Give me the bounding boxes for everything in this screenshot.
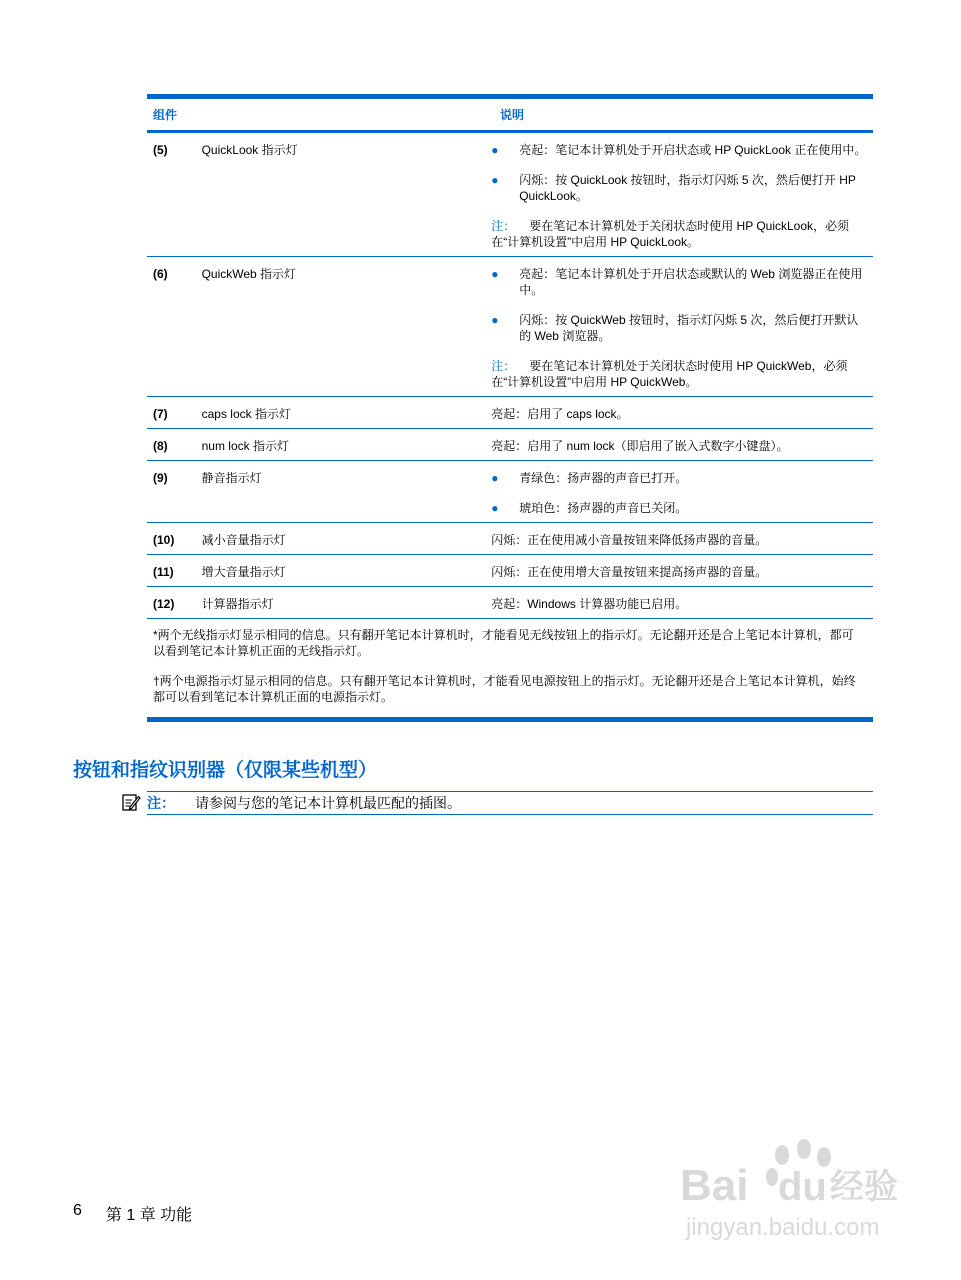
page-number: 6	[73, 1202, 82, 1219]
row-component: 计算器指示灯	[201, 597, 274, 611]
row-component: QuickLook 指示灯	[201, 143, 298, 157]
table-row	[147, 257, 873, 397]
table-header	[147, 99, 873, 133]
note-label: 注：	[491, 359, 516, 373]
section-title: 按钮和指纹识别器（仅限某些机型）	[73, 760, 378, 781]
row-number: (5)	[153, 143, 168, 157]
row-description	[485, 133, 873, 256]
table-row	[147, 555, 873, 587]
row-number: (9)	[153, 471, 168, 485]
row-description	[485, 461, 873, 522]
row-component: caps lock 指示灯	[201, 407, 291, 421]
bullet-icon: ●	[491, 173, 499, 187]
footnote: †两个电源指示灯显示相同的信息。只有翻开笔记本计算机时，才能看见电源按钮上的指示灯。无论翻开还是合上笔记本计算机，始终都可以看到笔记本计算机正面的电源指示灯。	[153, 674, 856, 704]
svg-text:经验: 经验	[830, 1167, 898, 1207]
row-component: num lock 指示灯	[201, 439, 289, 453]
row-description: 闪烁：正在使用增大音量按钮来提高扬声器的音量。	[491, 565, 768, 579]
bullet-item: ● 青绿色：扬声器的声音已打开。	[491, 471, 688, 485]
bullet-item: ● 闪烁：按 QuickLook 按钮时，指示灯闪烁 5 次，然后便打开 HP QuickLook。	[491, 173, 856, 203]
row-description: 亮起：启用了 num lock（即启用了嵌入式数字小键盘）。	[491, 439, 789, 453]
row-description	[485, 257, 873, 396]
row-description: 亮起：启用了 caps lock。	[491, 407, 629, 421]
row-number: (12)	[153, 597, 175, 611]
components-table	[147, 94, 873, 722]
table-footnotes	[147, 619, 873, 705]
table-row	[147, 523, 873, 555]
baidu-watermark	[680, 1135, 910, 1250]
row-description: 亮起：Windows 计算器功能已启用。	[491, 597, 688, 611]
bullet-icon: ●	[491, 501, 499, 515]
bullet-icon: ●	[491, 267, 499, 281]
bullet-item: ● 闪烁：按 QuickWeb 按钮时，指示灯闪烁 5 次，然后便打开默认的 Web 浏览器。	[491, 313, 859, 343]
row-description: 闪烁：正在使用减小音量按钮来降低扬声器的音量。	[491, 533, 768, 547]
svg-text:jingyan.baidu.com: jingyan.baidu.com	[686, 1214, 880, 1241]
table-row	[147, 397, 873, 429]
row-number: (7)	[153, 407, 168, 421]
row-component: 减小音量指示灯	[201, 533, 286, 547]
row-number: (11)	[153, 565, 174, 579]
bullet-icon: ●	[491, 471, 499, 485]
bullet-item: ● 亮起：笔记本计算机处于开启状态或 HP QuickLook 正在使用中。	[491, 143, 867, 157]
header-component: 组件	[153, 108, 178, 122]
note-label: 注：	[491, 219, 516, 233]
row-number: (10)	[153, 533, 175, 547]
table-row	[147, 429, 873, 461]
bullet-item: ● 亮起：笔记本计算机处于开启状态或默认的 Web 浏览器正在使用中。	[491, 267, 863, 297]
section-note	[147, 791, 873, 815]
chapter-label: 第 1 章 功能	[105, 1207, 193, 1224]
page-footer	[73, 1202, 192, 1225]
bullet-icon: ●	[491, 313, 499, 327]
note-label: 注：	[147, 795, 175, 811]
row-component: 增大音量指示灯	[201, 565, 286, 579]
table-row	[147, 461, 873, 523]
table-row	[147, 587, 873, 619]
row-component: 静音指示灯	[201, 471, 262, 485]
table-bottom-rule	[147, 717, 873, 722]
row-number: (6)	[153, 267, 168, 281]
bullet-icon: ●	[491, 143, 499, 157]
note-text: 请参阅与您的笔记本计算机最匹配的插图。	[195, 795, 461, 811]
row-number: (8)	[153, 439, 168, 453]
table-row	[147, 133, 873, 257]
svg-text:du: du	[778, 1165, 827, 1209]
header-description: 说明	[500, 108, 525, 122]
svg-text:Bai: Bai	[680, 1161, 749, 1210]
row-note: 注： 要在笔记本计算机处于关闭状态时使用 HP QuickLook，必须在“计算机设置”中启用 HP QuickLook。	[491, 219, 850, 249]
row-component: QuickWeb 指示灯	[201, 267, 297, 281]
bullet-item: ● 琥珀色：扬声器的声音已关闭。	[491, 501, 688, 515]
row-note: 注： 要在笔记本计算机处于关闭状态时使用 HP QuickWeb，必须在“计算机设置”中启用 HP QuickWeb。	[491, 359, 848, 389]
note-pencil-icon	[121, 792, 141, 812]
footnote: *两个无线指示灯显示相同的信息。只有翻开笔记本计算机时，才能看见无线按钮上的指示灯。无论翻开还是合上笔记本计算机，都可以看到笔记本计算机正面的无线指示灯。	[153, 628, 854, 658]
